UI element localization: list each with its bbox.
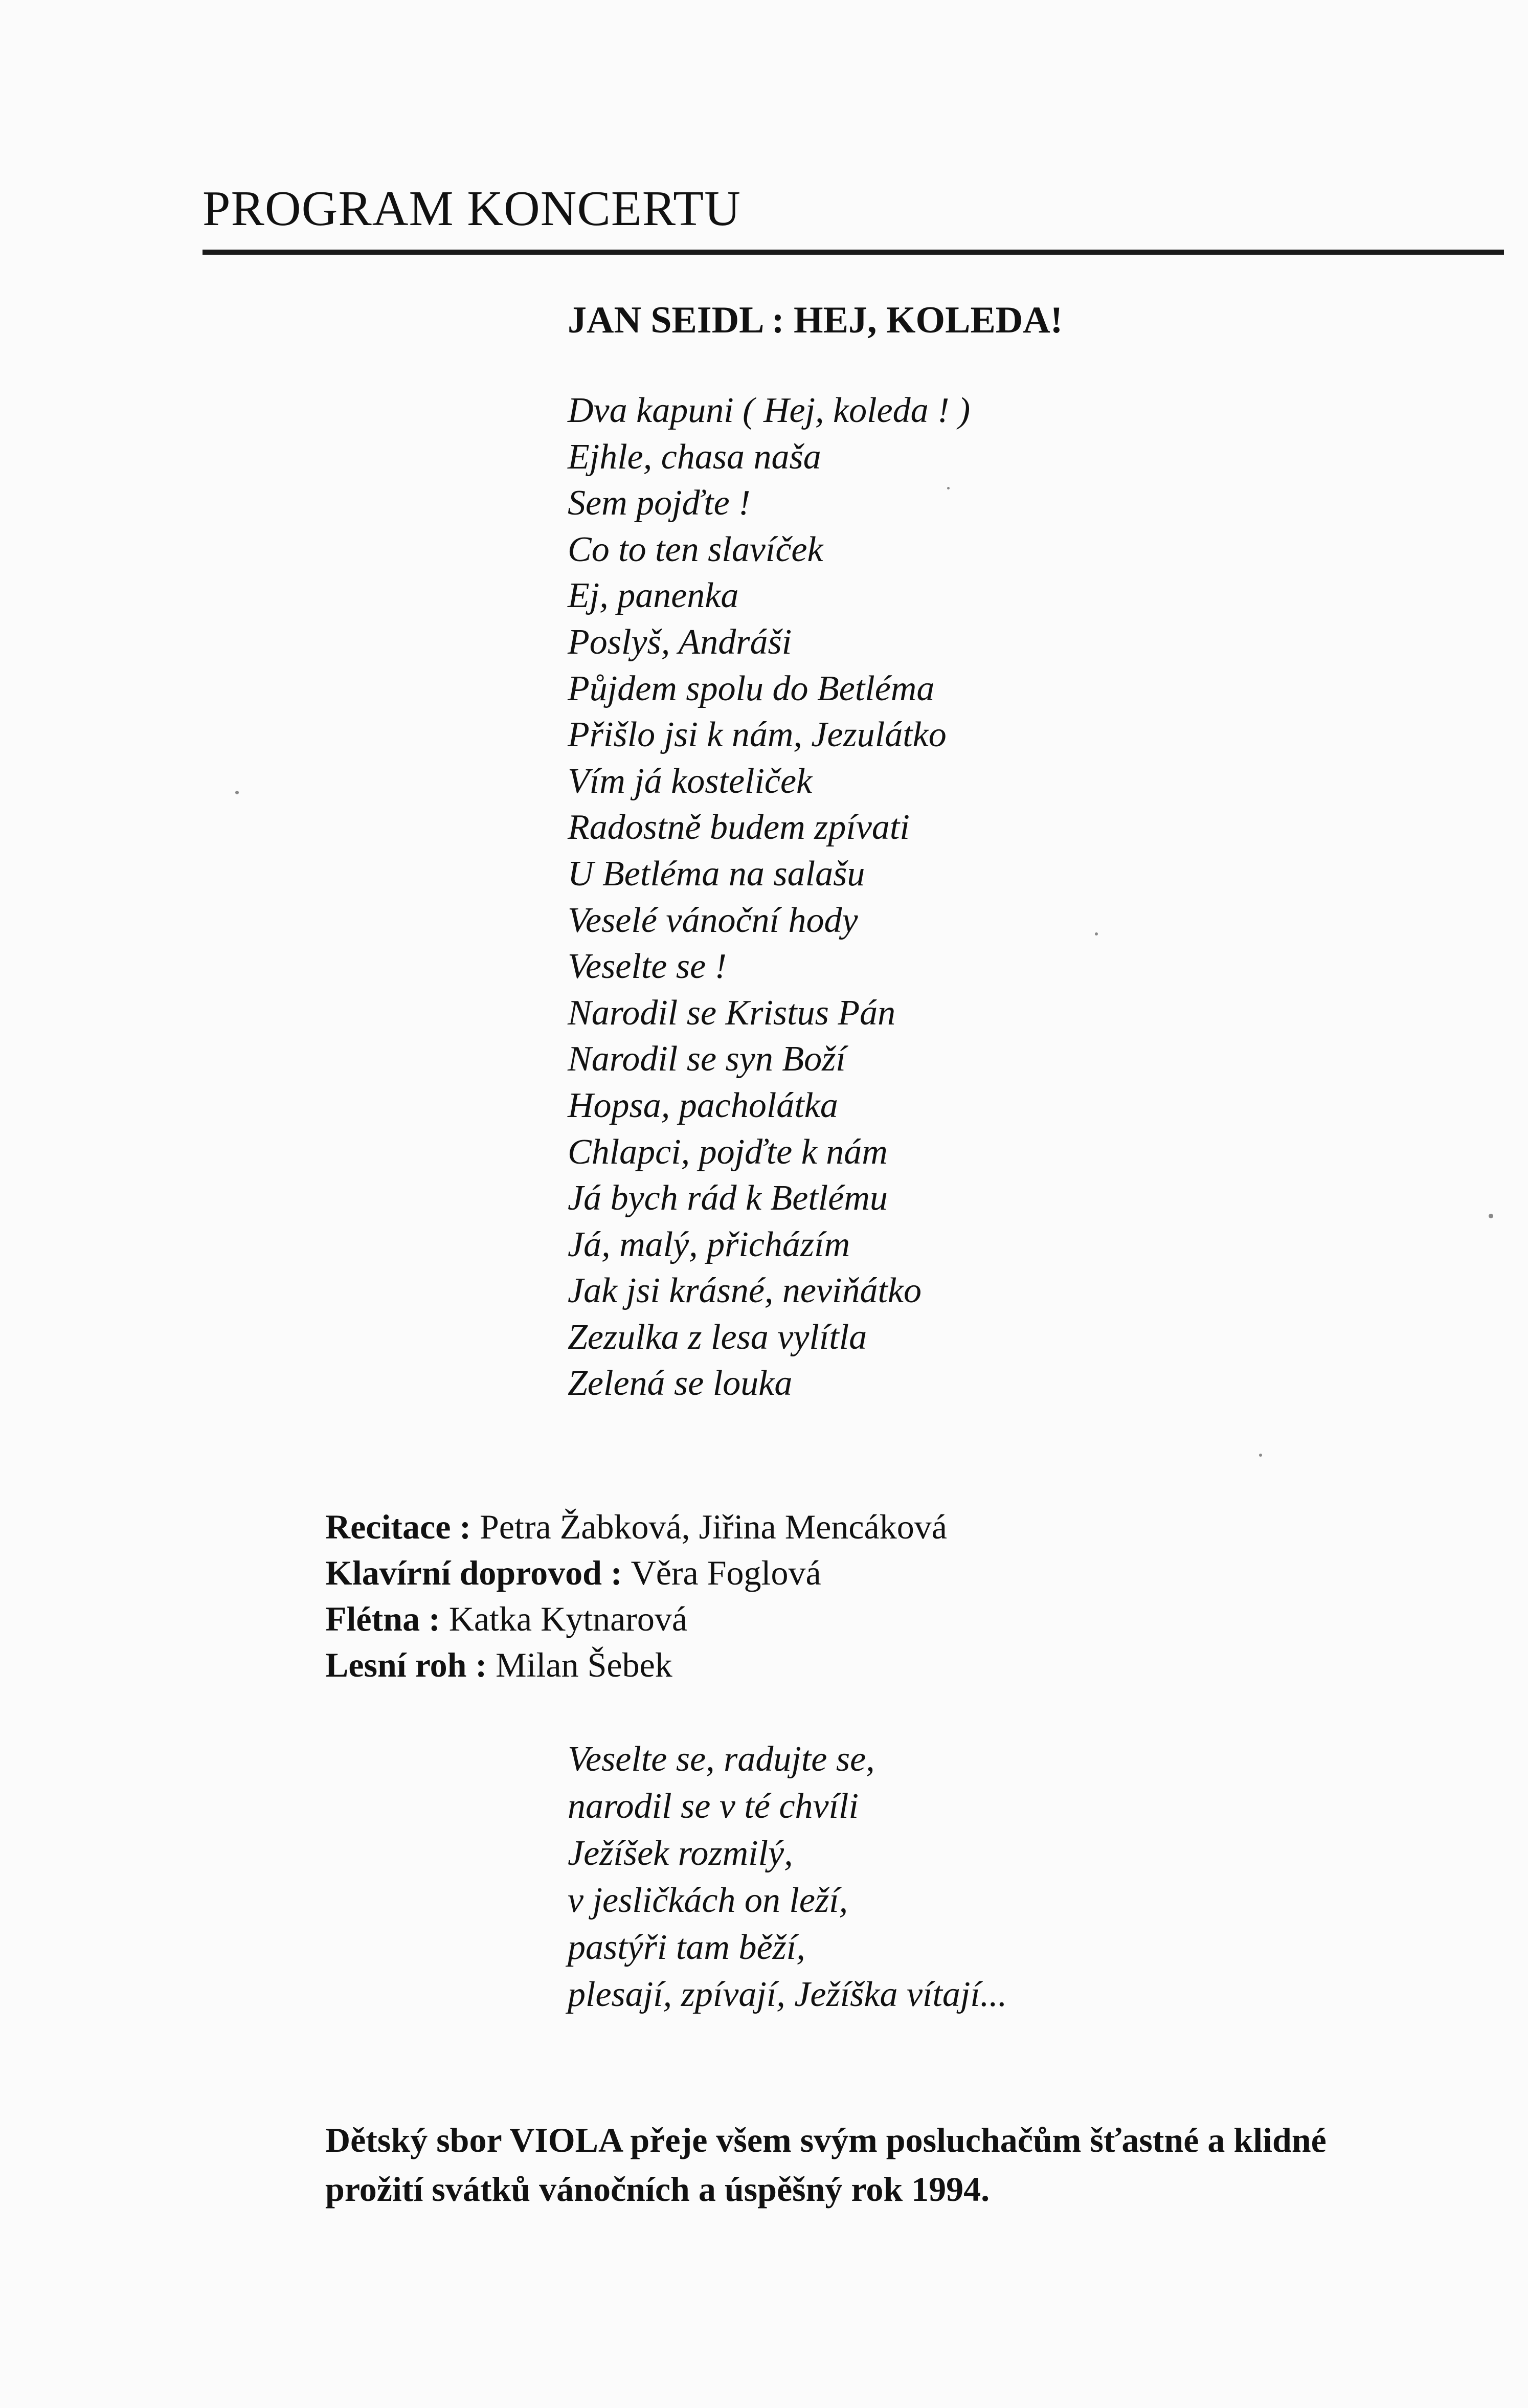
song-item: Hopsa, pacholátka xyxy=(568,1085,838,1125)
song-item: Veselé vánoční hody xyxy=(568,900,858,940)
song-item: Zelená se louka xyxy=(568,1364,793,1403)
song-item: Jak jsi krásné, neviňátko xyxy=(568,1271,922,1311)
credit-flute xyxy=(325,1596,947,1642)
credit-horn xyxy=(325,1642,947,1688)
song-item: Chlapci, pojďte k nám xyxy=(568,1132,888,1172)
song-item: Přišlo jsi k nám, Jezulátko xyxy=(568,715,947,755)
song-item: Ejhle, chasa naša xyxy=(568,437,821,477)
song-item: Radostně budem zpívati xyxy=(568,808,910,848)
verse-line: pastýři tam běží, xyxy=(568,1928,805,1967)
scan-speck xyxy=(1259,1454,1262,1457)
song-item: Půjdem spolu do Betléma xyxy=(568,668,935,708)
song-item: Narodil se syn Boží xyxy=(568,1039,846,1079)
song-item: Poslyš, Andráši xyxy=(568,622,792,662)
credit-role: Recitace : xyxy=(325,1507,480,1546)
verse-line: narodil se v té chvíli xyxy=(568,1787,859,1826)
credit-performer: Petra Žabková, Jiřina Mencáková xyxy=(480,1507,947,1546)
song-item: Ej, panenka xyxy=(568,576,739,616)
song-item: Dva kapuni ( Hej, koleda ! ) xyxy=(568,391,971,430)
scan-speck xyxy=(947,487,950,489)
song-item: Zezulka z lesa vylítla xyxy=(568,1317,867,1357)
scan-speck xyxy=(235,791,239,794)
greeting-line: Dětský sbor VIOLA přeje všem svým posluchačům šťastné a klidné xyxy=(325,2121,1327,2159)
song-item: Sem pojďte ! xyxy=(568,483,751,523)
program-subtitle: JAN SEIDL : HEJ, KOLEDA! xyxy=(568,299,1063,341)
verse-line: Veselte se, radujte se, xyxy=(568,1740,875,1779)
credit-performer: Milan Šebek xyxy=(496,1645,672,1684)
credit-performer: Věra Foglová xyxy=(631,1553,821,1592)
song-item: U Betléma na salašu xyxy=(568,854,865,894)
greeting-message xyxy=(325,2115,1501,2214)
scan-speck xyxy=(1489,1214,1493,1218)
song-list xyxy=(568,388,970,1407)
credit-role: Flétna : xyxy=(325,1599,449,1638)
verse-line: plesají, zpívají, Ježíška vítají... xyxy=(568,1975,1007,2014)
credit-recitation xyxy=(325,1504,947,1550)
song-item: Já bych rád k Betlému xyxy=(568,1178,888,1218)
credit-role: Klavírní doprovod : xyxy=(325,1553,631,1592)
song-item: Narodil se Kristus Pán xyxy=(568,993,896,1033)
song-item: Vím já kosteliček xyxy=(568,761,813,801)
closing-verse xyxy=(568,1736,1007,2018)
credit-piano xyxy=(325,1550,947,1596)
performer-credits xyxy=(325,1504,947,1688)
credit-role: Lesní roh : xyxy=(325,1645,496,1684)
scan-speck xyxy=(1095,932,1098,935)
credit-performer: Katka Kytnarová xyxy=(448,1599,688,1638)
page-title: PROGRAM KONCERTU xyxy=(203,181,741,236)
song-item: Veselte se ! xyxy=(568,947,727,987)
song-item: Co to ten slavíček xyxy=(568,529,823,569)
title-divider xyxy=(203,250,1504,255)
greeting-line: prožití svátků vánočních a úspěšný rok 1994. xyxy=(325,2170,990,2209)
verse-line: Ježíšek rozmilý, xyxy=(568,1834,793,1873)
song-item: Já, malý, přicházím xyxy=(568,1224,850,1264)
verse-line: v jesličkách on leží, xyxy=(568,1881,848,1920)
